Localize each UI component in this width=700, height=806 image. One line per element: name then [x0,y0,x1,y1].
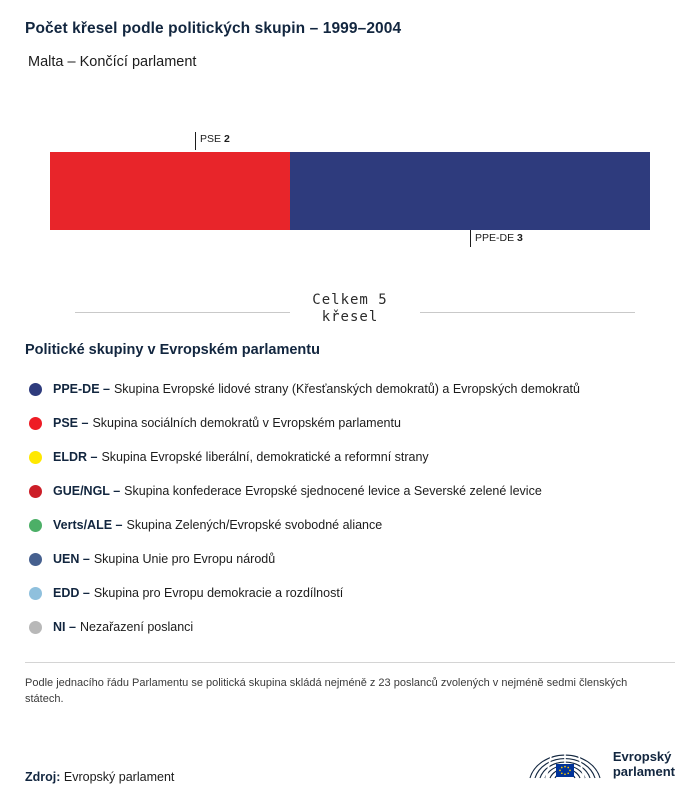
legend-heading: Politické skupiny v Evropském parlamentu [25,342,320,358]
bar-segment-ppe-de [290,152,650,230]
legend-item-desc: Skupina Evropské lidové strany (Křesťanských demokratů) a Evropských demokratů [113,382,580,396]
legend-color-dot-icon [29,553,42,566]
legend-color-dot-icon [29,621,42,634]
legend-color-dot-icon [29,417,42,430]
legend-item-abbr: UEN – [53,552,90,566]
total-seats-text [25,292,675,326]
source-line [25,770,174,784]
legend-item-abbr: Verts/ALE – [53,518,123,532]
legend-item [25,610,675,644]
pse-callout-tick [195,132,196,150]
page-subtitle: Malta – Končící parlament [28,54,197,70]
european-parliament-logo [526,744,675,784]
pse-callout-value: 2 [223,133,230,145]
logo-wordmark [613,749,675,779]
legend-item-desc: Skupina Evropské liberální, demokratické a reformní strany [101,450,429,464]
legend-item [25,576,675,610]
parliament-hemicycle-icon [526,744,604,784]
legend-color-dot-icon [29,451,42,464]
legend-item-abbr: GUE/NGL – [53,484,121,498]
seats-bar-chart [25,114,675,264]
page-title: Počet křesel podle politických skupin – 1999–2004 [25,20,402,37]
pse-callout-label: PSE [200,133,222,145]
source-value: Evropský parlament [63,770,175,784]
logo-line-2: parlament [612,764,675,779]
legend-item [25,542,675,576]
legend-color-dot-icon [29,519,42,532]
legend-item [25,440,675,474]
legend-item-abbr: PSE – [53,416,89,430]
legend-list [25,372,675,644]
infographic-page [0,20,700,806]
footer [25,744,675,784]
legend-color-dot-icon [29,383,42,396]
ppe-de-callout-value: 3 [517,232,523,244]
legend-item [25,406,675,440]
ppe-de-callout [475,232,523,244]
legend-item [25,508,675,542]
footnote-text: Podle jednacího řádu Parlamentu se politická skupina skládá nejméně z 23 poslanců zvolených v nejméně sedmi členských státech. [25,677,628,705]
legend-item-desc: Skupina sociálních demokratů v Evropském parlamentu [92,416,401,430]
legend-color-dot-icon [29,485,42,498]
total-seats-row [25,292,675,334]
divider [25,662,675,663]
legend-item-desc: Skupina konfederace Evropské sjednocené levice a Severské zelené levice [124,484,542,498]
ppe-de-callout-tick [470,230,471,247]
stacked-bar [50,152,650,230]
logo-line-1: Evropský [612,749,672,764]
legend-item [25,474,675,508]
bar-segment-pse [50,152,290,230]
ppe-de-callout-label: PPE-DE [475,232,515,244]
legend-item-desc: Skupina pro Evropu demokracie a rozdílností [93,586,344,600]
legend-item-desc: Skupina Zelených/Evropské svobodné aliance [126,518,383,532]
legend-item-abbr: EDD – [53,586,90,600]
total-seats-line1: Celkem 5 [312,292,388,308]
legend-item-abbr: ELDR – [53,450,98,464]
legend-item-abbr: PPE-DE – [53,382,110,396]
legend-color-dot-icon [29,587,42,600]
source-label: Zdroj: [25,770,61,784]
legend-item-desc: Skupina Unie pro Evropu národů [93,552,276,566]
legend-item [25,372,675,406]
legend-item-desc: Nezařazení poslanci [79,620,194,634]
pse-callout [200,133,230,145]
total-seats-line2: křesel [321,309,379,325]
legend-item-abbr: NI – [53,620,76,634]
